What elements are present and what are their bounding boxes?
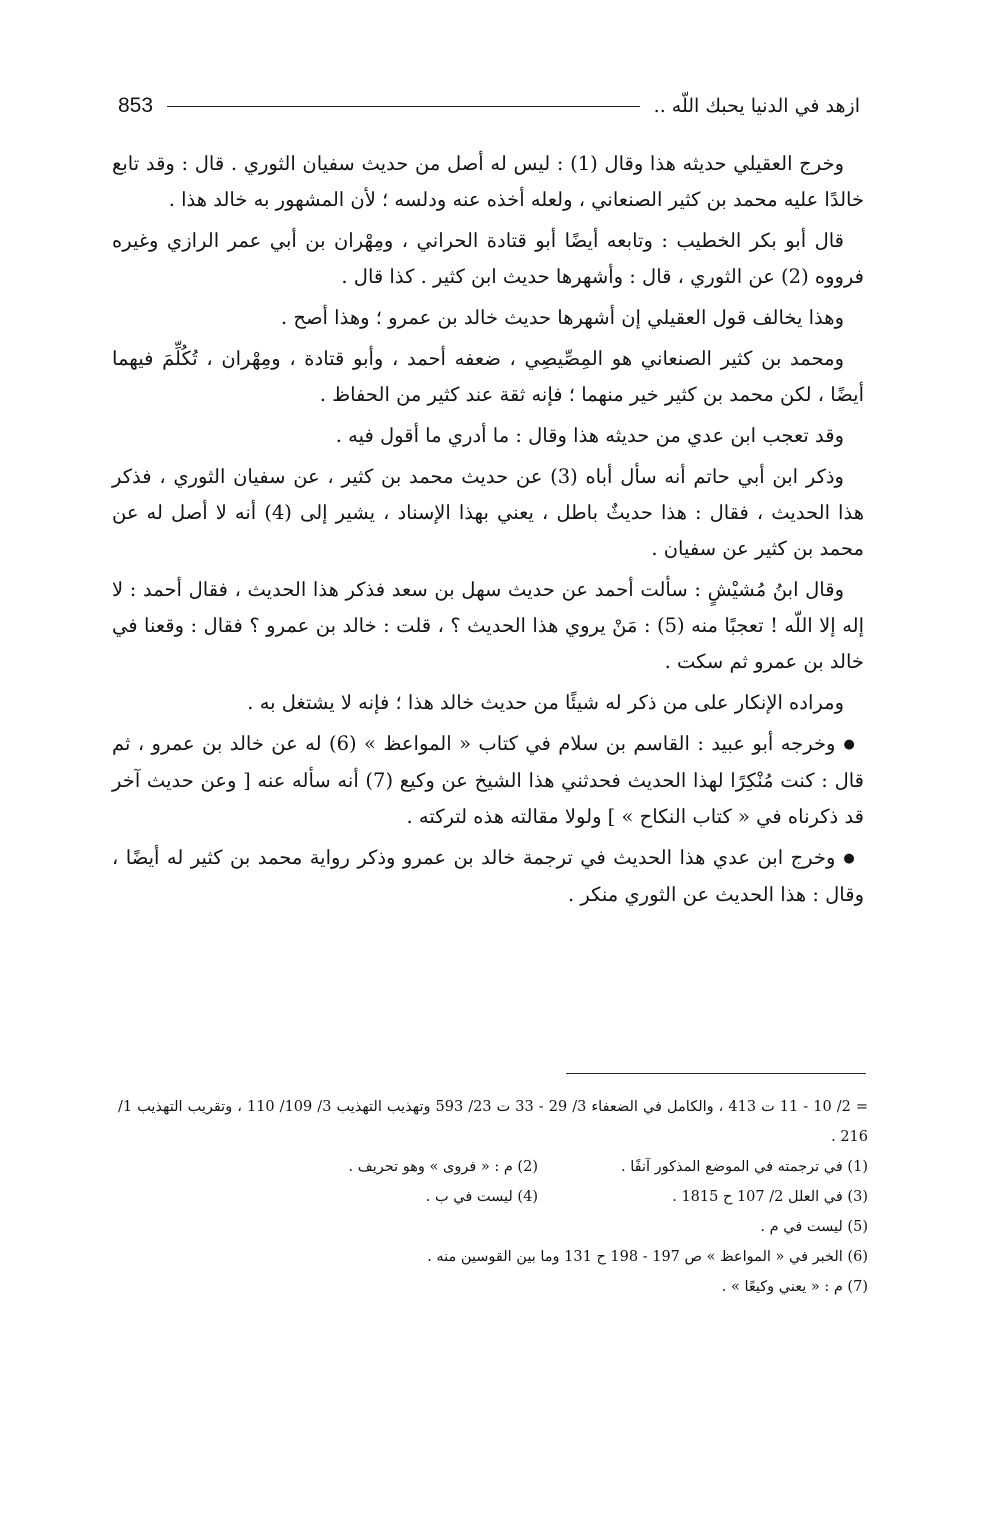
paragraph: وذكر ابن أبي حاتم أنه سأل أباه (3) عن حديث محمد بن كثير ، عن سفيان الثوري ، فذكر هذا الحديث ، فقال : هذا حديثٌ باطل ، يعني بهذا الإسناد ، يشير إلى (4) أنه لا أصل له عن محمد بن كثير عن سفيان . — [112, 465, 864, 560]
footnote-6: (6) الخبر في « المواعظ » ص 197 - 198 ح 131 وما بين القوسين منه . — [427, 1249, 868, 1265]
paragraph: ومحمد بن كثير الصنعاني هو المِصِّيصِي ، ضعفه أحمد ، وأبو قتادة ، ومِهْران ، تُكُلِّمَ فيهما أيضًا ، لكن محمد بن كثير خير منهما ؛ فإنه ثقة عند كثير من الحفاظ . — [112, 347, 864, 406]
paragraph: وقال ابنُ مُشيْشٍ : سألت أحمد عن حديث سهل بن سعد فذكر هذا الحديث ، فقال أحمد : لا إله إلا اللّه ! تعجبًا منه (5) : مَنْ يروي هذا الحديث ؟ ، قلت : خالد بن عمرو ؟ فقال : وقعنا في خالد بن عمرو ثم سكت . — [112, 578, 865, 673]
footnote-row — [118, 1182, 868, 1212]
footnotes — [118, 1092, 868, 1302]
footnote-4: (4) ليست في ب . — [425, 1189, 538, 1205]
page-header — [118, 86, 860, 126]
footnote-3: (3) في العلل 2/ 107 ح 1815 . — [672, 1189, 868, 1205]
paragraph: وهذا يخالف قول العقيلي إن أشهرها حديث خالد بن عمرو ؛ وهذا أصح . — [281, 306, 844, 329]
footnote-7: (7) م : « يعني وكيعًا » . — [721, 1279, 868, 1295]
footnote-continuation: = 2/ 10 - 11 ت 413 ، والكامل في الضعفاء 3/ 29 - 33 ت 23/ 593 وتهذيب التهذيب 3/ 109/ 110 ، وتقريب التهذيب 1/ 216 . — [118, 1099, 869, 1145]
paragraph: ومراده الإنكار على من ذكر له شيئًا من حديث خالد هذا ؛ فإنه لا يشتغل به . — [247, 691, 844, 714]
footnote-5: (5) ليست في م . — [760, 1219, 868, 1235]
main-text — [112, 146, 864, 918]
footnote-row — [118, 1152, 868, 1182]
footnote-1: (1) في ترجمته في الموضع المذكور آنفًا . — [620, 1159, 868, 1175]
bullet-paragraph: ● وخرجه أبو عبيد : القاسم بن سلام في كتاب « المواعظ » (6) له عن خالد بن عمرو ، ثم قال : كنت مُنْكِرًا لهذا الحديث فحدثني هذا الشيخ عن وكيع (7) أنه سأله عنه [ وعن حديث آخر قد ذكرناه في « كتاب النكاح » ] ولولا مقالته هذه لتركته . — [112, 726, 864, 835]
paragraph: قال أبو بكر الخطيب : وتابعه أيضًا أبو قتادة الحراني ، ومِهْران بن أبي عمر الرازي وغيره فرووه (2) عن الثوري ، قال : وأشهرها حديث ابن كثير . كذا قال . — [112, 229, 864, 288]
page-number: 853 — [118, 94, 154, 117]
footnote-2: (2) م : « فروى » وهو تحريف . — [348, 1159, 538, 1175]
paragraph: وخرج العقيلي حديثه هذا وقال (1) : ليس له أصل من حديث سفيان الثوري . قال : وقد تابع خالدًا عليه محمد بن كثير الصنعاني ، ولعله أخذه عنه ودلسه ؛ لأن المشهور به خالد هذا . — [112, 152, 864, 211]
running-title: ازهد في الدنيا يحبك اللّه .. — [653, 95, 860, 117]
bullet-paragraph: ● وخرج ابن عدي هذا الحديث في ترجمة خالد بن عمرو وذكر رواية محمد بن كثير له أيضًا ، وقال : هذا الحديث عن الثوري منكر . — [112, 840, 864, 913]
paragraph: وقد تعجب ابن عدي من حديثه هذا وقال : ما أدري ما أقول فيه . — [335, 424, 844, 447]
footnote-separator — [566, 1073, 866, 1074]
header-rule — [167, 106, 640, 107]
